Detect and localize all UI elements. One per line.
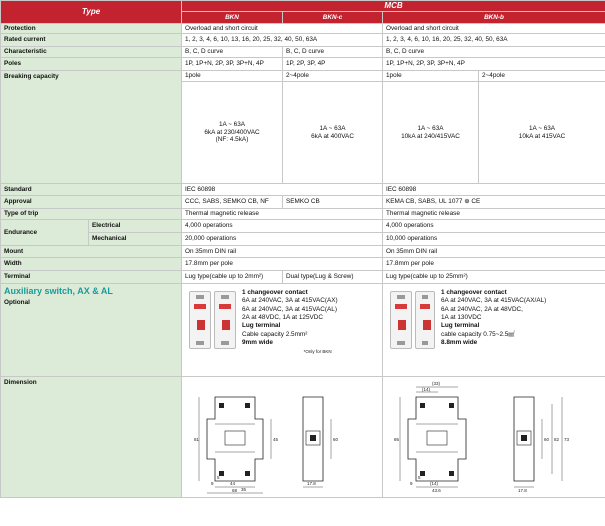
- aux-unit: [390, 291, 412, 349]
- mechanical-bkn-b: 10,000 operations: [383, 233, 605, 246]
- dim-label: (33): [432, 381, 441, 386]
- width-label: Width: [1, 258, 182, 271]
- poles-bkn-b: 1P, 1P+N, 2P, 3P, 3P+N, 4P: [383, 58, 605, 71]
- width-bkn: 17.8mm per pole: [182, 258, 383, 271]
- breaking-bkn-b-line: 10kA at 415VAC: [518, 132, 566, 140]
- electrical-label: Electrical: [89, 220, 182, 233]
- rated-current-bkn-b: 1, 2, 3, 4, 6, 10, 16, 20, 25, 32, 40, 50, 63A: [383, 34, 605, 47]
- mcb-header: MCB: [182, 1, 605, 12]
- rated-current-label: Rated current: [1, 34, 182, 47]
- standard-label: Standard: [1, 184, 182, 196]
- terminal-bkn-c: Dual type(Lug & Screw): [283, 271, 383, 284]
- standard-bkn: IEC 60898: [182, 184, 383, 196]
- dim-label: 73: [564, 437, 570, 442]
- aux-line: 9mm wide: [242, 339, 273, 347]
- protection-bkn-b: Overload and short circuit: [383, 24, 605, 34]
- aux-bkn-cell: [182, 284, 383, 377]
- aux-line: 2A at 48VDC, 1A at 125VDC: [242, 314, 323, 322]
- mount-bkn: On 35mm DIN rail: [182, 246, 383, 258]
- mount-bkn-b: On 35mm DIN rail: [383, 246, 605, 258]
- breaking-bkn-b-1pole: 1pole: [383, 71, 479, 82]
- dim-label: (14): [430, 481, 439, 486]
- trip-bkn: Thermal magnetic release: [182, 209, 383, 220]
- terminal-bkn: Lug type(cable up to 2mm²): [182, 271, 283, 284]
- aux-line: 1 changeover contact: [242, 289, 308, 296]
- breaking-bkn-values: [182, 82, 283, 184]
- breaking-bkn-c-values: [283, 82, 383, 184]
- aux-line: 6A at 240VAC, 3A at 415VAC(AX/AL): [441, 297, 547, 305]
- dim-label: 60: [544, 437, 550, 442]
- model-bkn-b: BKN-b: [383, 12, 605, 24]
- aux-line: 6A at 240VAC, 2A at 48VDC,: [441, 305, 523, 313]
- dim-label: 35: [241, 487, 247, 492]
- aux-line: 1 changeover contact: [441, 289, 507, 296]
- breaking-bkn-c-pole: 2~4pole: [283, 71, 383, 82]
- aux-unit: [214, 291, 236, 349]
- aux-line: Cable capacity 2.5mm²: [242, 330, 308, 338]
- width-bkn-b: 17.8mm per pole: [383, 258, 605, 271]
- dim-label: 9: [211, 481, 214, 486]
- characteristic-bkn: B, C, D curve: [182, 47, 283, 58]
- approval-bkn-b: KEMA CB, SABS, UL 1077 ⊕ CE: [383, 196, 605, 209]
- dim-label: 45: [273, 437, 279, 442]
- aux-bkn-b-cell: [383, 284, 605, 377]
- breaking-capacity-label: Breaking capacity: [1, 71, 182, 184]
- breaking-bkn-b-24pole-values: [479, 82, 605, 184]
- approval-label: Approval: [1, 196, 182, 209]
- approval-bkn: CCC, SABS, SEMKO CB, NF: [182, 196, 283, 209]
- model-bkn-c: BKN-c: [283, 12, 383, 24]
- endurance-label: Endurance: [1, 220, 89, 246]
- dim-label: 9: [410, 481, 413, 486]
- dim-label: 43.6: [432, 488, 441, 493]
- type-header: Type: [1, 1, 182, 24]
- aux-label-cell: [1, 284, 182, 377]
- breaking-bkn-b-24pole: 2~4pole: [479, 71, 605, 82]
- mount-label: Mount: [1, 246, 182, 258]
- dim-label: 86: [394, 437, 400, 442]
- dim-label: 44: [230, 481, 236, 486]
- mechanical-bkn: 20,000 operations: [182, 233, 383, 246]
- aux-switch-image: [390, 291, 435, 349]
- dim-label: 17.8: [307, 481, 316, 486]
- aux-bkn-text: [242, 289, 338, 355]
- breaking-bkn-c-line: 1A ~ 63A: [319, 125, 346, 133]
- dim-label: 60: [333, 437, 339, 442]
- dim-label: (14): [422, 387, 431, 392]
- poles-bkn: 1P, 1P+N, 2P, 3P, 3P+N, 4P: [182, 58, 283, 71]
- breaking-bkn-c-line: 6kA at 400VAC: [311, 132, 354, 140]
- breaking-bkn-line: 6kA at 230/400VAC: [204, 128, 260, 136]
- characteristic-bkn-b: B, C, D curve: [383, 47, 605, 58]
- breaking-bkn-line: (NF: 4.5kA): [215, 136, 249, 144]
- terminal-bkn-b: Lug type(cable up to 25mm²): [383, 271, 605, 284]
- protection-label: Protection: [1, 24, 182, 34]
- aux-unit: [189, 291, 211, 349]
- dim-label: 82: [554, 437, 560, 442]
- dim-label: 81: [194, 437, 200, 442]
- aux-unit: [415, 291, 435, 349]
- aux-optional-label: Optional: [4, 299, 30, 307]
- rated-current-bkn: 1, 2, 3, 4, 6, 10, 13, 16, 20, 25, 32, 40, 50, 63A: [182, 34, 383, 47]
- aux-line: 6A at 240VAC, 3A at 415VAC(AL): [242, 305, 337, 313]
- aux-line: 1A at 130VDC: [441, 314, 482, 322]
- dimension-bkn-cell: [182, 377, 383, 498]
- poles-label: Poles: [1, 58, 182, 71]
- dim-label: 5: [418, 475, 421, 480]
- standard-bkn-b: IEC 60898: [383, 184, 605, 196]
- characteristic-label: Characteristic: [1, 47, 182, 58]
- aux-line: cable capacity 0.75~2.5㎟: [441, 330, 515, 338]
- approval-bkn-c: SEMKO CB: [283, 196, 383, 209]
- protection-bkn: Overload and short circuit: [182, 24, 383, 34]
- breaking-bkn-b-line: 1A ~ 63A: [528, 125, 556, 133]
- characteristic-bkn-c: B, C, D curve: [283, 47, 383, 58]
- model-bkn: BKN: [182, 12, 283, 24]
- mechanical-label: Mechanical: [89, 233, 182, 246]
- trip-label: Type of trip: [1, 209, 182, 220]
- breaking-bkn-pole: 1pole: [182, 71, 283, 82]
- dim-label: 5: [217, 475, 220, 480]
- aux-note: *Only for BKN: [303, 348, 332, 354]
- dim-label: 17.8: [518, 488, 527, 493]
- dim-label: 68: [232, 488, 238, 493]
- dimension-drawing-bkn-b: [386, 379, 605, 495]
- aux-line: Lug terminal: [242, 322, 281, 330]
- aux-switch-image: [189, 291, 236, 349]
- aux-title: Auxiliary switch, AX & AL: [4, 286, 113, 296]
- aux-line: 8.8mm wide: [441, 339, 478, 347]
- aux-bkn-b-wrap: [386, 286, 602, 349]
- aux-line: 6A at 240VAC, 3A at 415VAC(AX): [242, 297, 338, 305]
- terminal-label: Terminal: [1, 271, 182, 284]
- aux-bkn-b-text: [441, 289, 546, 348]
- electrical-bkn-b: 4,000 operations: [383, 220, 605, 233]
- aux-bkn-wrap: [185, 286, 379, 355]
- electrical-bkn: 4,000 operations: [182, 220, 383, 233]
- poles-bkn-c: 1P, 2P, 3P, 4P: [283, 58, 383, 71]
- dimension-label: Dimension: [1, 377, 182, 498]
- breaking-bkn-b-line: 10kA at 240/415VAC: [401, 132, 460, 140]
- breaking-bkn-b-line: 1A ~ 63A: [417, 125, 444, 133]
- aux-line: Lug terminal: [441, 322, 480, 330]
- trip-bkn-b: Thermal magnetic release: [383, 209, 605, 220]
- breaking-bkn-line: 1A ~ 63A: [218, 121, 246, 129]
- dimension-bkn-b-cell: [383, 377, 605, 498]
- breaking-bkn-b-1pole-values: [383, 82, 479, 184]
- dimension-drawing-bkn: [185, 379, 373, 495]
